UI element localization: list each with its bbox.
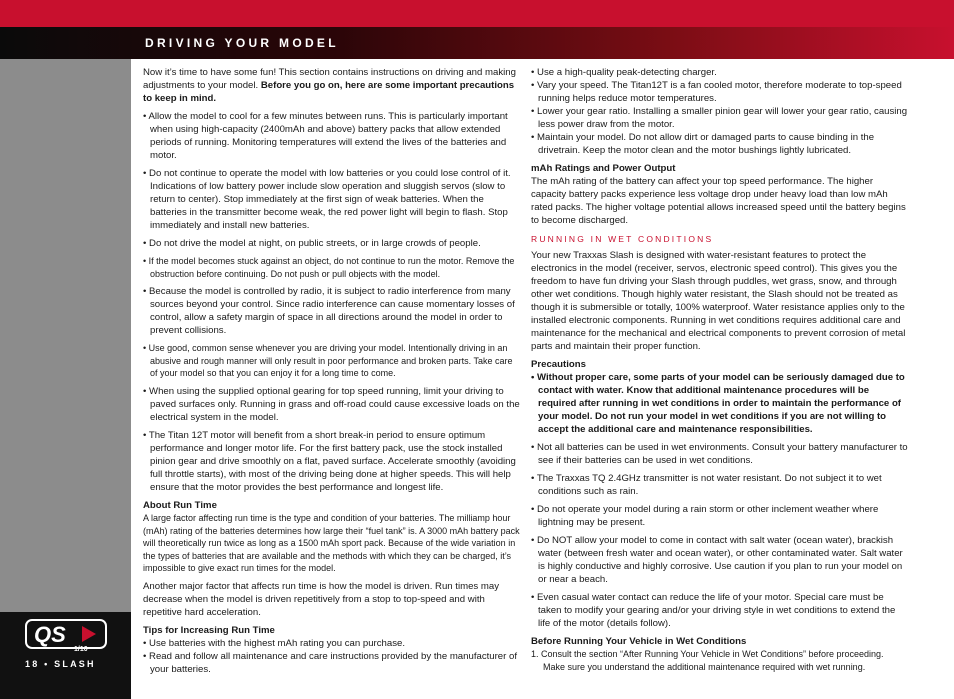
- top-banner: [0, 0, 954, 27]
- list-item: • Do not operate your model during a rain storm or other inclement weather where lightning may be present.: [531, 504, 879, 528]
- section-header-bar: [0, 27, 954, 59]
- list-item: • Do NOT allow your model to come in contact with salt water (ocean water), brackish water (between fresh water and ocean water), or other contaminated water. Salt water is highly conductive and highly corrosive. Use caution if you plan to run your model on or near a beach.: [531, 535, 903, 585]
- list-item: • Allow the model to cool for a few minutes between runs. This is particularly important when using high-capacity (2400mAh and above) battery packs that allow extended periods of running. Monitoring temperatures will extend the lives of the batteries and motor.: [143, 111, 508, 161]
- list-item: • Even casual water contact can reduce the life of your motor. Special care must be taken to modify your gearing and/or your driving style in wet conditions to extend the life of the motor (details follow).: [531, 592, 896, 629]
- left-column: [143, 66, 521, 676]
- intro-paragraph: Now it’s time to have some fun! This section contains instructions on driving and making adjustments to your model. Before you go on, here are some important precautions to keep in mind.: [143, 67, 516, 104]
- list-item: • Do not continue to operate the model with low batteries or you could lose control of it. Indications of low battery power include slow operation and sluggish servos (slow to return to center). Stop immediately at the first sign of weak batteries. When the batteries in the transmitter become weak, the red power light will begin to flash. Stop immediately and install new batteries.: [143, 168, 511, 231]
- list-item: • If the model becomes stuck against an object, do not continue to run the motor. Remove the obstruction before continuing. Do not push or pull objects with the model.: [143, 256, 515, 279]
- precautions-heading: Precautions: [531, 359, 586, 370]
- list-item: • Not all batteries can be used in wet environments. Consult your battery manufacturer to see if their batteries can be used in wet conditions.: [531, 442, 908, 466]
- wet-conditions-paragraph: Your new Traxxas Slash is designed with water-resistant features to protect the electronics in the model (receiver, servos, electronic speed control). This gives you the freedom to have fun driving your Slash through puddles, wet grass, snow, and through other wet conditions. Though highly water resistant, the Slash should not be treated as though it is submersible or totally, 100% waterproof. Water resistance applies only to the installed electronic components. Running in wet conditions requires additional care and maintenance for the mechanical and electrical components to prevent corrosion of metal parts and maintain their proper function.: [531, 250, 906, 352]
- run-time-paragraph: A large factor affecting run time is the type and condition of your batteries. The milliamp hour (mAh) rating of the batteries determines how large their “fuel tank” is. A 3000 mAh battery pack will theoretically run twice as long as a 1500 mAh sport pack. Because of the wide variation in the types of batteries that are available and the methods with which they can be charged, it’s impossible to give exact run times for the model.: [143, 512, 520, 574]
- mah-paragraph: The mAh rating of the battery can affect your top speed performance. The higher capacity battery packs experience less voltage drop under heavy load than low mAh rated packs. The higher voltage potential allows increased speed until the battery begins to become discharged.: [531, 176, 906, 226]
- qs-logo-icon: [22, 614, 114, 654]
- run-time-paragraph-2: Another major factor that affects run time is how the model is driven. Run times may decrease when the model is driven repetitively from a stop to top-speed and with repetitive hard acceleration.: [143, 580, 500, 618]
- tips-heading: Tips for Increasing Run Time: [143, 624, 275, 636]
- list-item: • Lower your gear ratio. Installing a smaller pinion gear will lower your gear ratio, causing less power draw from the motor.: [531, 106, 908, 130]
- wet-conditions-heading: RUNNING IN WET CONDITIONS: [531, 234, 714, 244]
- numbered-step: 1. Consult the section “After Running Your Vehicle in Wet Conditions” before proceeding. Make sure you understand the additional maintenance required with wet running.: [531, 649, 884, 672]
- list-item: • The Traxxas TQ 2.4GHz transmitter is not water resistant. Do not subject it to wet conditions such as rain.: [531, 473, 882, 497]
- logo-subtext: 1/10: [74, 646, 88, 653]
- list-item: • The Titan 12T motor will benefit from a short break-in period to ensure optimum performance and longer motor life. For the first battery pack, use the stock installed pinion gear and drive smoothly on a flat, paved surface. Accelerate smoothly (avoiding full throttle starts), with most of the driving being done at higher speeds. This will help ensure that the motor provides the best performance and longest life.: [143, 429, 516, 493]
- list-item: • Read and follow all maintenance and care instructions provided by the manufacturer of your batteries.: [143, 650, 518, 675]
- run-time-heading: About Run Time: [143, 499, 217, 511]
- before-running-heading: Before Running Your Vehicle in Wet Conditions: [531, 636, 747, 647]
- list-item: • Without proper care, some parts of your model can be seriously damaged due to contact with water. Know that additional maintenance procedures will be required after running in wet conditions in order to maintain the performance of your model. Do not run your model in wet conditions if you are not willing to accept the additional care and maintenance responsibilities.: [531, 372, 905, 435]
- list-item: • Do not drive the model at night, on public streets, or in large crowds of people.: [143, 238, 481, 249]
- list-item: • Use batteries with the highest mAh rating you can purchase.: [143, 637, 406, 649]
- list-item: • Use a high-quality peak-detecting charger.: [531, 67, 717, 78]
- list-item: • Maintain your model. Do not allow dirt or damaged parts to cause binding in the drivetrain. Keep the motor clean and the motor bushings lightly lubricated.: [531, 132, 875, 156]
- list-item: • Use good, common sense whenever you are driving your model. Intentionally driving in an abusive and rough manner will only result in poor performance and broken parts. Take care of your model so that you can enjoy it for a long time to come.: [143, 343, 513, 379]
- list-item: • Because the model is controlled by radio, it is subject to radio interference from many sources beyond your control. Since radio interference can cause momentary losses of control, allow a safety margin of space in all directions around the model in order to prevent collisions.: [143, 286, 515, 337]
- list-item: • Vary your speed. The Titan12T is a fan cooled motor, therefore moderate to top-speed running helps reduce motor temperatures.: [531, 80, 902, 104]
- list-item: • When using the supplied optional gearing for top speed running, limit your driving to paved surfaces only. Running in grass and off-road could cause excessive loads on the electrical system in the model.: [143, 385, 520, 423]
- sidebar: [0, 59, 131, 699]
- logo-text: QS: [34, 622, 66, 647]
- right-column: [531, 66, 908, 673]
- page-number-label: 18 • SLASH: [25, 659, 96, 669]
- mah-heading: mAh Ratings and Power Output: [531, 163, 676, 174]
- section-title: DRIVING YOUR MODEL: [145, 36, 339, 50]
